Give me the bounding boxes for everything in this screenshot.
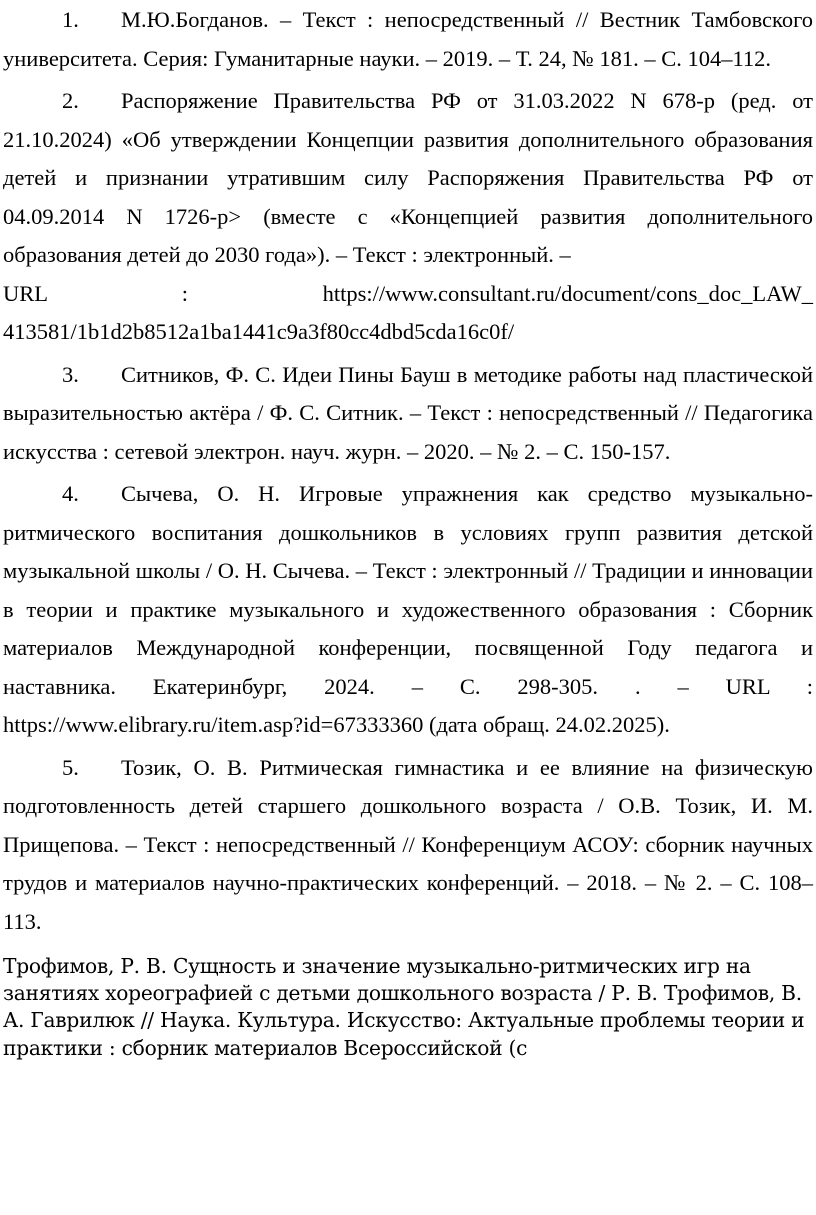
- reference-text: Ситников, Ф. С. Идеи Пины Бауш в методике работы над пластической выразительностью актёра / Ф. С. Ситник. – Текст : непосредственный // Педагогика искусства : сетевой электрон. науч. журн. – 2020. – № 2. – С. 150-157.: [3, 361, 813, 464]
- url-part-2: 413581/1b1d2b8512a1ba1441c9a3f80cc4dbd5cda16c0f/: [3, 319, 515, 344]
- reference-item-1: [3, 1, 813, 78]
- url-label: URL: [3, 280, 48, 306]
- reference-item-2: [3, 82, 813, 352]
- reference-number: 1.: [62, 7, 79, 32]
- reference-item-5: [3, 749, 813, 942]
- reference-url-line: [3, 275, 813, 314]
- reference-number: 2.: [62, 88, 79, 113]
- url-part-1: https://www.consultant.ru/document/cons_doc_LAW_: [322, 280, 814, 306]
- reference-text: Распоряжение Правительства РФ от 31.03.2022 N 678-р (ред. от 21.10.2024) «Об утверждении Концепции развития дополнительного образования детей и признании утратившим силу Распоряжения Правительства РФ от 04.09.2014 N 1726-р> (вместе с «Концепцией развития дополнительного образования детей до 2030 года»). – Текст : электронный. –: [3, 88, 813, 267]
- reference-number: 3.: [62, 361, 79, 387]
- reference-item-3: [3, 356, 813, 472]
- reference-text: М.Ю.Богданов. – Текст : непосредственный // Вестник Тамбовского университета. Серия: Гуманитарные науки. – 2019. – Т. 24, № 181. – С. 104–112.: [3, 7, 813, 71]
- reference-item-4: [3, 475, 813, 745]
- trailing-reference-paragraph: Трофимов, Р. В. Сущность и значение музыкально-ритмических игр на занятиях хореографией с детьми дошкольного возраста / Р. В. Трофимов, В. А. Гаврилюк // Наука. Культура. Искусство: Актуальные проблемы теории и практики : сборник материалов Всероссийской (с: [3, 954, 805, 1060]
- url-colon: :: [181, 280, 189, 306]
- reference-number: 5.: [62, 754, 79, 780]
- reference-text: Сычева, О. Н. Игровые упражнения как средство музыкально-ритмического воспитания дошкольников в условиях групп развития детской музыкальной школы / О. Н. Сычева. – Текст : электронный // Традиции и инновации в теории и практике музыкального и художественного образования : Сборник материалов Международной конференции, посвященной Году педагога и наставника. Екатеринбург, 2024. – С. 298-305. . – URL : https://www.elibrary.ru/item.asp?id=67333360 (дата обращ. 24.02.2025).: [3, 481, 813, 737]
- reference-text: Тозик, О. В. Ритмическая гимнастика и ее влияние на физическую подготовленность детей старшего дошкольного возраста / О.В. Тозик, И. М. Прищепова. – Текст : непосредственный // Конференциум АСОУ: сборник научных трудов и материалов научно-практических конференций. – 2018. – № 2. – С. 108–113.: [3, 754, 813, 934]
- reference-number: 4.: [62, 481, 79, 506]
